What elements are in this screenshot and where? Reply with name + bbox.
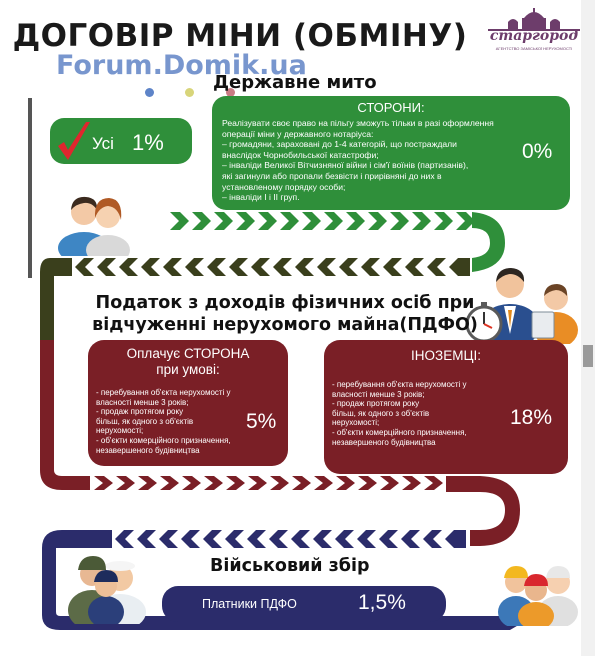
logo-text: старгород xyxy=(489,28,579,44)
pdfo-title-line2: відчуженні нерухомого майна(ПДФО) xyxy=(92,315,478,335)
military-rate: 1,5% xyxy=(358,591,406,614)
party-conditions xyxy=(96,388,256,455)
condition-line: внаслідок Чорнобильської катастрофи; xyxy=(222,149,379,160)
parties-conditions xyxy=(222,118,522,203)
condition-line: які загинули або пропали безвісти і прирівняні до них в xyxy=(222,170,442,181)
watermark: Forum.Domik.ua xyxy=(56,50,307,81)
condition-line: - перебування об'єкта нерухомості у xyxy=(96,388,231,397)
condition-line: незавершеного будівництва xyxy=(332,437,436,447)
condition-line: установленому порядку особи; xyxy=(222,181,346,192)
condition-line: - об'єкти комерційного призначення, xyxy=(96,435,231,445)
condition-line: операції міни у державного нотаріуса: xyxy=(222,128,374,139)
page-title: ДОГОВІР МІНИ (ОБМІНУ) xyxy=(12,18,468,54)
parties-title: СТОРОНИ: xyxy=(357,100,425,115)
foreigners-box xyxy=(324,340,568,474)
payers-label: Платники ПДФО xyxy=(202,597,297,611)
foreigners-title: ІНОЗЕМЦІ: xyxy=(411,348,481,363)
military-title: Військовий збір xyxy=(210,556,370,576)
party-title-line2: при умові: xyxy=(156,362,220,377)
condition-line: - продаж протягом року xyxy=(332,399,420,409)
logo-subtext: АГЕНТСТВО ЗАМІСЬКОЇ НЕРУХОМОСТІ xyxy=(495,46,573,51)
pdfo-title xyxy=(90,292,480,336)
condition-line: – інваліди І і ІІ груп. xyxy=(222,192,300,203)
checkmark-icon xyxy=(56,120,92,166)
all-rate: 1% xyxy=(132,130,164,155)
party-title xyxy=(88,346,288,378)
condition-line: - перебування об'єкта нерухомості у xyxy=(332,380,467,389)
workers-icon xyxy=(496,546,580,626)
all-rate-box xyxy=(50,118,192,164)
condition-line: більш, як одного з об'єктів xyxy=(332,408,430,418)
state-duty-title: Державне мито xyxy=(213,72,377,93)
condition-line: власності менше 3 років; xyxy=(96,397,189,407)
foreigners-conditions xyxy=(332,380,502,447)
party-title-line1: Оплачує СТОРОНА xyxy=(126,346,250,361)
couple-icon xyxy=(56,190,130,256)
condition-line: – громадяни, зараховані до 1-4 категорій, що постраждали xyxy=(222,139,457,150)
military-payers-box xyxy=(162,586,446,622)
party-rate: 5% xyxy=(246,410,277,433)
condition-line: нерухомості; xyxy=(96,426,144,436)
foreigners-rate: 18% xyxy=(510,406,553,429)
military-people-icon xyxy=(66,540,150,624)
condition-line: більш, як одного з об'єктів xyxy=(96,416,194,426)
condition-line: - продаж протягом року xyxy=(96,407,184,417)
parties-box xyxy=(212,96,570,210)
condition-line: – інваліди Великої Вітчизняної війни і сім'ї воїнів (партизанів), xyxy=(222,160,469,171)
condition-line: - об'єкти комерційного призначення, xyxy=(332,427,467,437)
party-box xyxy=(88,340,288,466)
condition-line: нерухомості; xyxy=(332,418,380,428)
condition-line: власності менше 3 років; xyxy=(332,389,425,399)
all-label: Усі xyxy=(92,134,114,153)
condition-line: Реалізувати своє право на пільгу зможуть тільки в разі оформлення xyxy=(222,118,494,128)
pdfo-title-line1: Податок з доходів фізичних осіб при xyxy=(95,293,475,313)
parties-rate: 0% xyxy=(522,140,553,163)
condition-line: незавершеного будівництва xyxy=(96,445,200,455)
